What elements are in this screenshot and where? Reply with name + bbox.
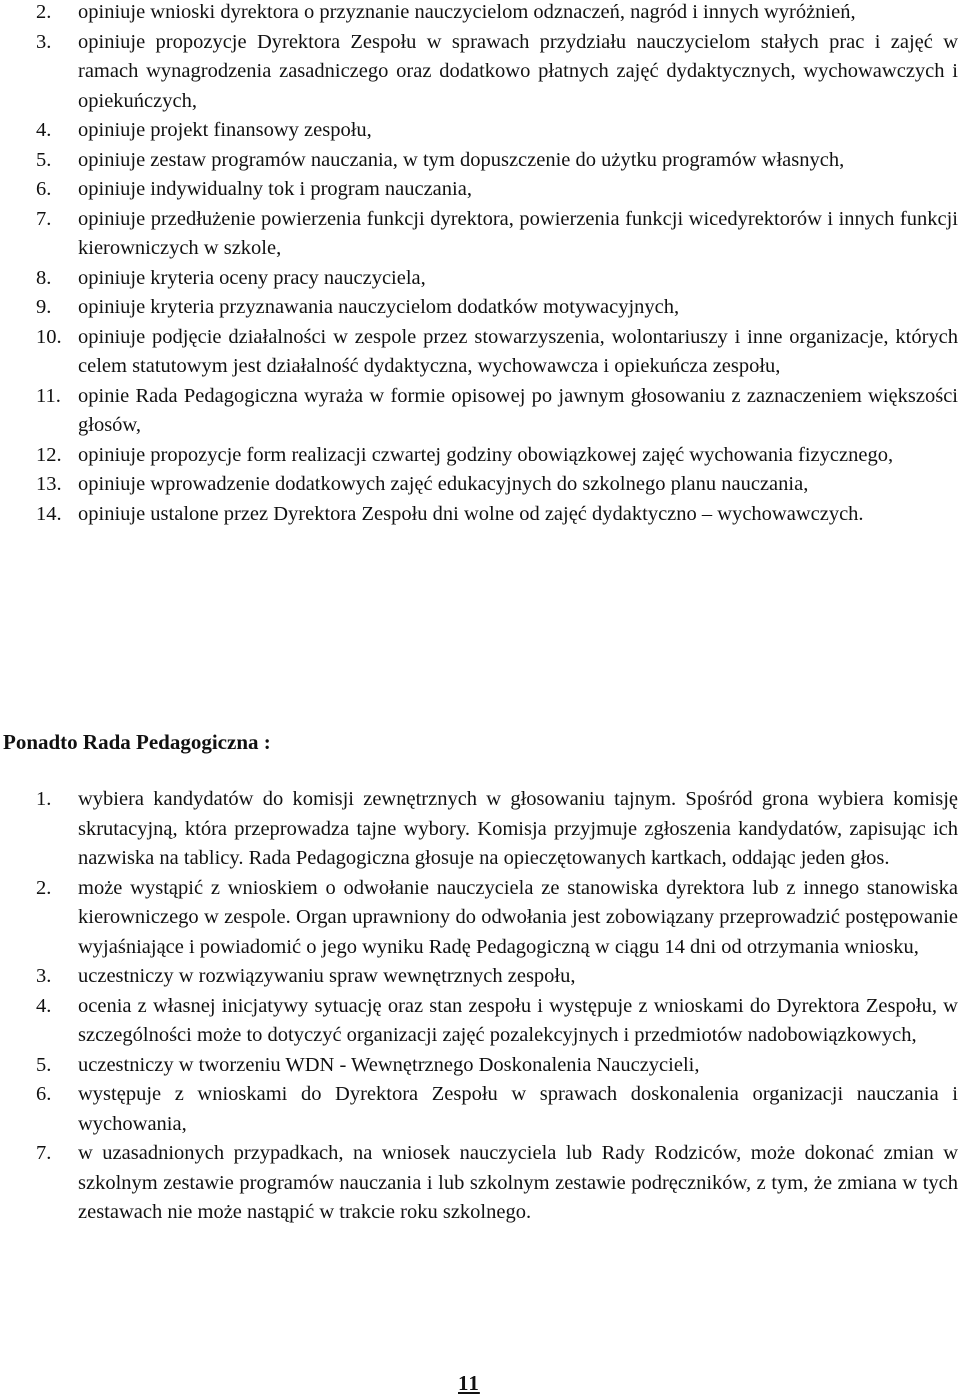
list-item-text: uczestniczy w rozwiązywaniu spraw wewnętrznych zespołu, — [78, 965, 576, 987]
list-item-number: 7. — [36, 1142, 52, 1164]
list-item-number: 6. — [36, 178, 52, 200]
list-item — [0, 992, 960, 1051]
list-item-number: 5. — [36, 148, 52, 171]
list-item — [0, 293, 960, 323]
list-item-text: opiniuje przedłużenie powierzenia funkcji dyrektora, powierzenia funkcji wicedyrektorów i innych funkcji kierowniczych w szkole, — [78, 207, 958, 259]
list-item-text: opiniuje kryteria przyznawania nauczycielom dodatków motywacyjnych, — [78, 296, 680, 318]
list-item-text: ocenia z własnej inicjatywy sytuację oraz stan zespołu i występuje z wnioskami do Dyrektora Zespołu, w szczególności może to dotyczyć organizacji zajęć pozalekcyjnych i przedmiotów nadobowiązkowych, — [78, 994, 958, 1046]
list-item — [0, 323, 960, 382]
list-item-text: opiniuje podjęcie działalności w zespole przez stowarzyszenia, wolontariuszy i inne organizacje, których celem statutowym jest działalność dydaktyczna, wychowawcza i opiekuńcza zespołu, — [78, 325, 958, 377]
list-item-number: 11. — [36, 384, 61, 407]
list-item-text: występuje z wnioskami do Dyrektora Zespołu w sprawach doskonalenia organizacji nauczania i wychowania, — [78, 1083, 958, 1135]
duties-list — [0, 785, 960, 1228]
section-heading: Ponadto Rada Pedagogiczna : — [3, 730, 271, 754]
list-item-number: 8. — [36, 266, 52, 289]
list-item-text: opiniuje ustalone przez Dyrektora Zespołu dni wolne od zajęć dydaktyczno – wychowawczych. — [78, 502, 864, 525]
list-item-text: wybiera kandydatów do komisji zewnętrznych w głosowaniu tajnym. Spośród grona wybiera komisję skrutacyjną, która przeprowadza tajne wybory. Komisja przyjmuje zgłoszenia kandydatów, zapisując ich nazwiska na tablicy. Rada Pedagogiczna głosuje na opieczętowanych kartkach, oddając jeden głos. — [78, 788, 958, 869]
list-item-number: 13. — [36, 473, 62, 495]
list-item-number: 12. — [36, 443, 62, 466]
list-item-number: 2. — [36, 1, 52, 23]
list-item — [0, 962, 960, 992]
list-item — [0, 500, 960, 530]
opinion-list — [0, 0, 960, 529]
list-item-number: 3. — [36, 30, 52, 53]
list-item-number: 14. — [36, 502, 62, 525]
list-item — [0, 785, 960, 874]
page-number: 11 — [458, 1371, 480, 1395]
list-item — [0, 1080, 960, 1139]
list-item — [0, 382, 960, 441]
list-item-text: opiniuje wprowadzenie dodatkowych zajęć edukacyjnych do szkolnego planu nauczania, — [78, 473, 809, 495]
list-item — [0, 0, 960, 28]
list-item-number: 3. — [36, 965, 52, 987]
list-item — [0, 1051, 960, 1081]
list-item-number: 6. — [36, 1083, 52, 1105]
list-item-text: opiniuje projekt finansowy zespołu, — [78, 119, 372, 141]
list-item-text: w uzasadnionych przypadkach, na wniosek nauczyciela lub Rady Rodziców, może dokonać zmian w szkolnym zestawie programów nauczania i lub szkolnym zestawie podręczników, z tym, że zmiana w tych zestawach nie może nastąpić w trakcie roku szkolnego. — [78, 1142, 958, 1223]
list-item-number: 5. — [36, 1053, 52, 1076]
list-item-number: 1. — [36, 788, 52, 810]
list-item-number: 9. — [36, 296, 52, 318]
list-item — [0, 116, 960, 146]
list-item — [0, 441, 960, 471]
list-item — [0, 28, 960, 117]
list-item-text: może wystąpić z wnioskiem o odwołanie nauczyciela ze stanowiska dyrektora lub z innego stanowiska kierowniczego w zespole. Organ uprawniony do odwołania jest zobowiązany przeprowadzić postępowanie wyjaśniające i powiadomić o jego wyniku Radę Pedagogiczną w ciągu 14 dni od otrzymania wniosku, — [78, 876, 958, 958]
list-item-text: opiniuje kryteria oceny pracy nauczyciela, — [78, 266, 426, 289]
list-item-number: 4. — [36, 119, 52, 141]
list-item-number: 4. — [36, 994, 52, 1017]
list-item-number: 7. — [36, 207, 52, 230]
list-item-text: opiniuje propozycje form realizacji czwartej godziny obowiązkowej zajęć wychowania fizycznego, — [78, 443, 894, 466]
list-item — [0, 146, 960, 176]
list-item — [0, 205, 960, 264]
list-item-text: opiniuje propozycje Dyrektora Zespołu w sprawach przydziału nauczycielom stałych prac i zajęć w ramach wynagrodzenia zasadniczego oraz dodatkowo płatnych zajęć dydaktycznych, wychowawczych i opiekuńczych, — [78, 30, 958, 112]
list-item-number: 2. — [36, 876, 52, 899]
list-item-text: opiniuje zestaw programów nauczania, w tym dopuszczenie do użytku programów własnych, — [78, 148, 845, 171]
list-item-text: opiniuje indywidualny tok i program nauczania, — [78, 178, 472, 200]
list-item-text: uczestniczy w tworzeniu WDN - Wewnętrznego Doskonalenia Nauczycieli, — [78, 1053, 700, 1076]
list-item — [0, 264, 960, 294]
list-item — [0, 874, 960, 963]
list-item-text: opiniuje wnioski dyrektora o przyznanie nauczycielom odznaczeń, nagród i innych wyróżnień, — [78, 1, 856, 23]
list-item-number: 10. — [36, 325, 62, 348]
list-item-text: opinie Rada Pedagogiczna wyraża w formie opisowej po jawnym głosowaniu z zaznaczeniem większości głosów, — [78, 384, 958, 436]
list-item — [0, 1139, 960, 1228]
list-item — [0, 175, 960, 205]
list-item — [0, 470, 960, 500]
